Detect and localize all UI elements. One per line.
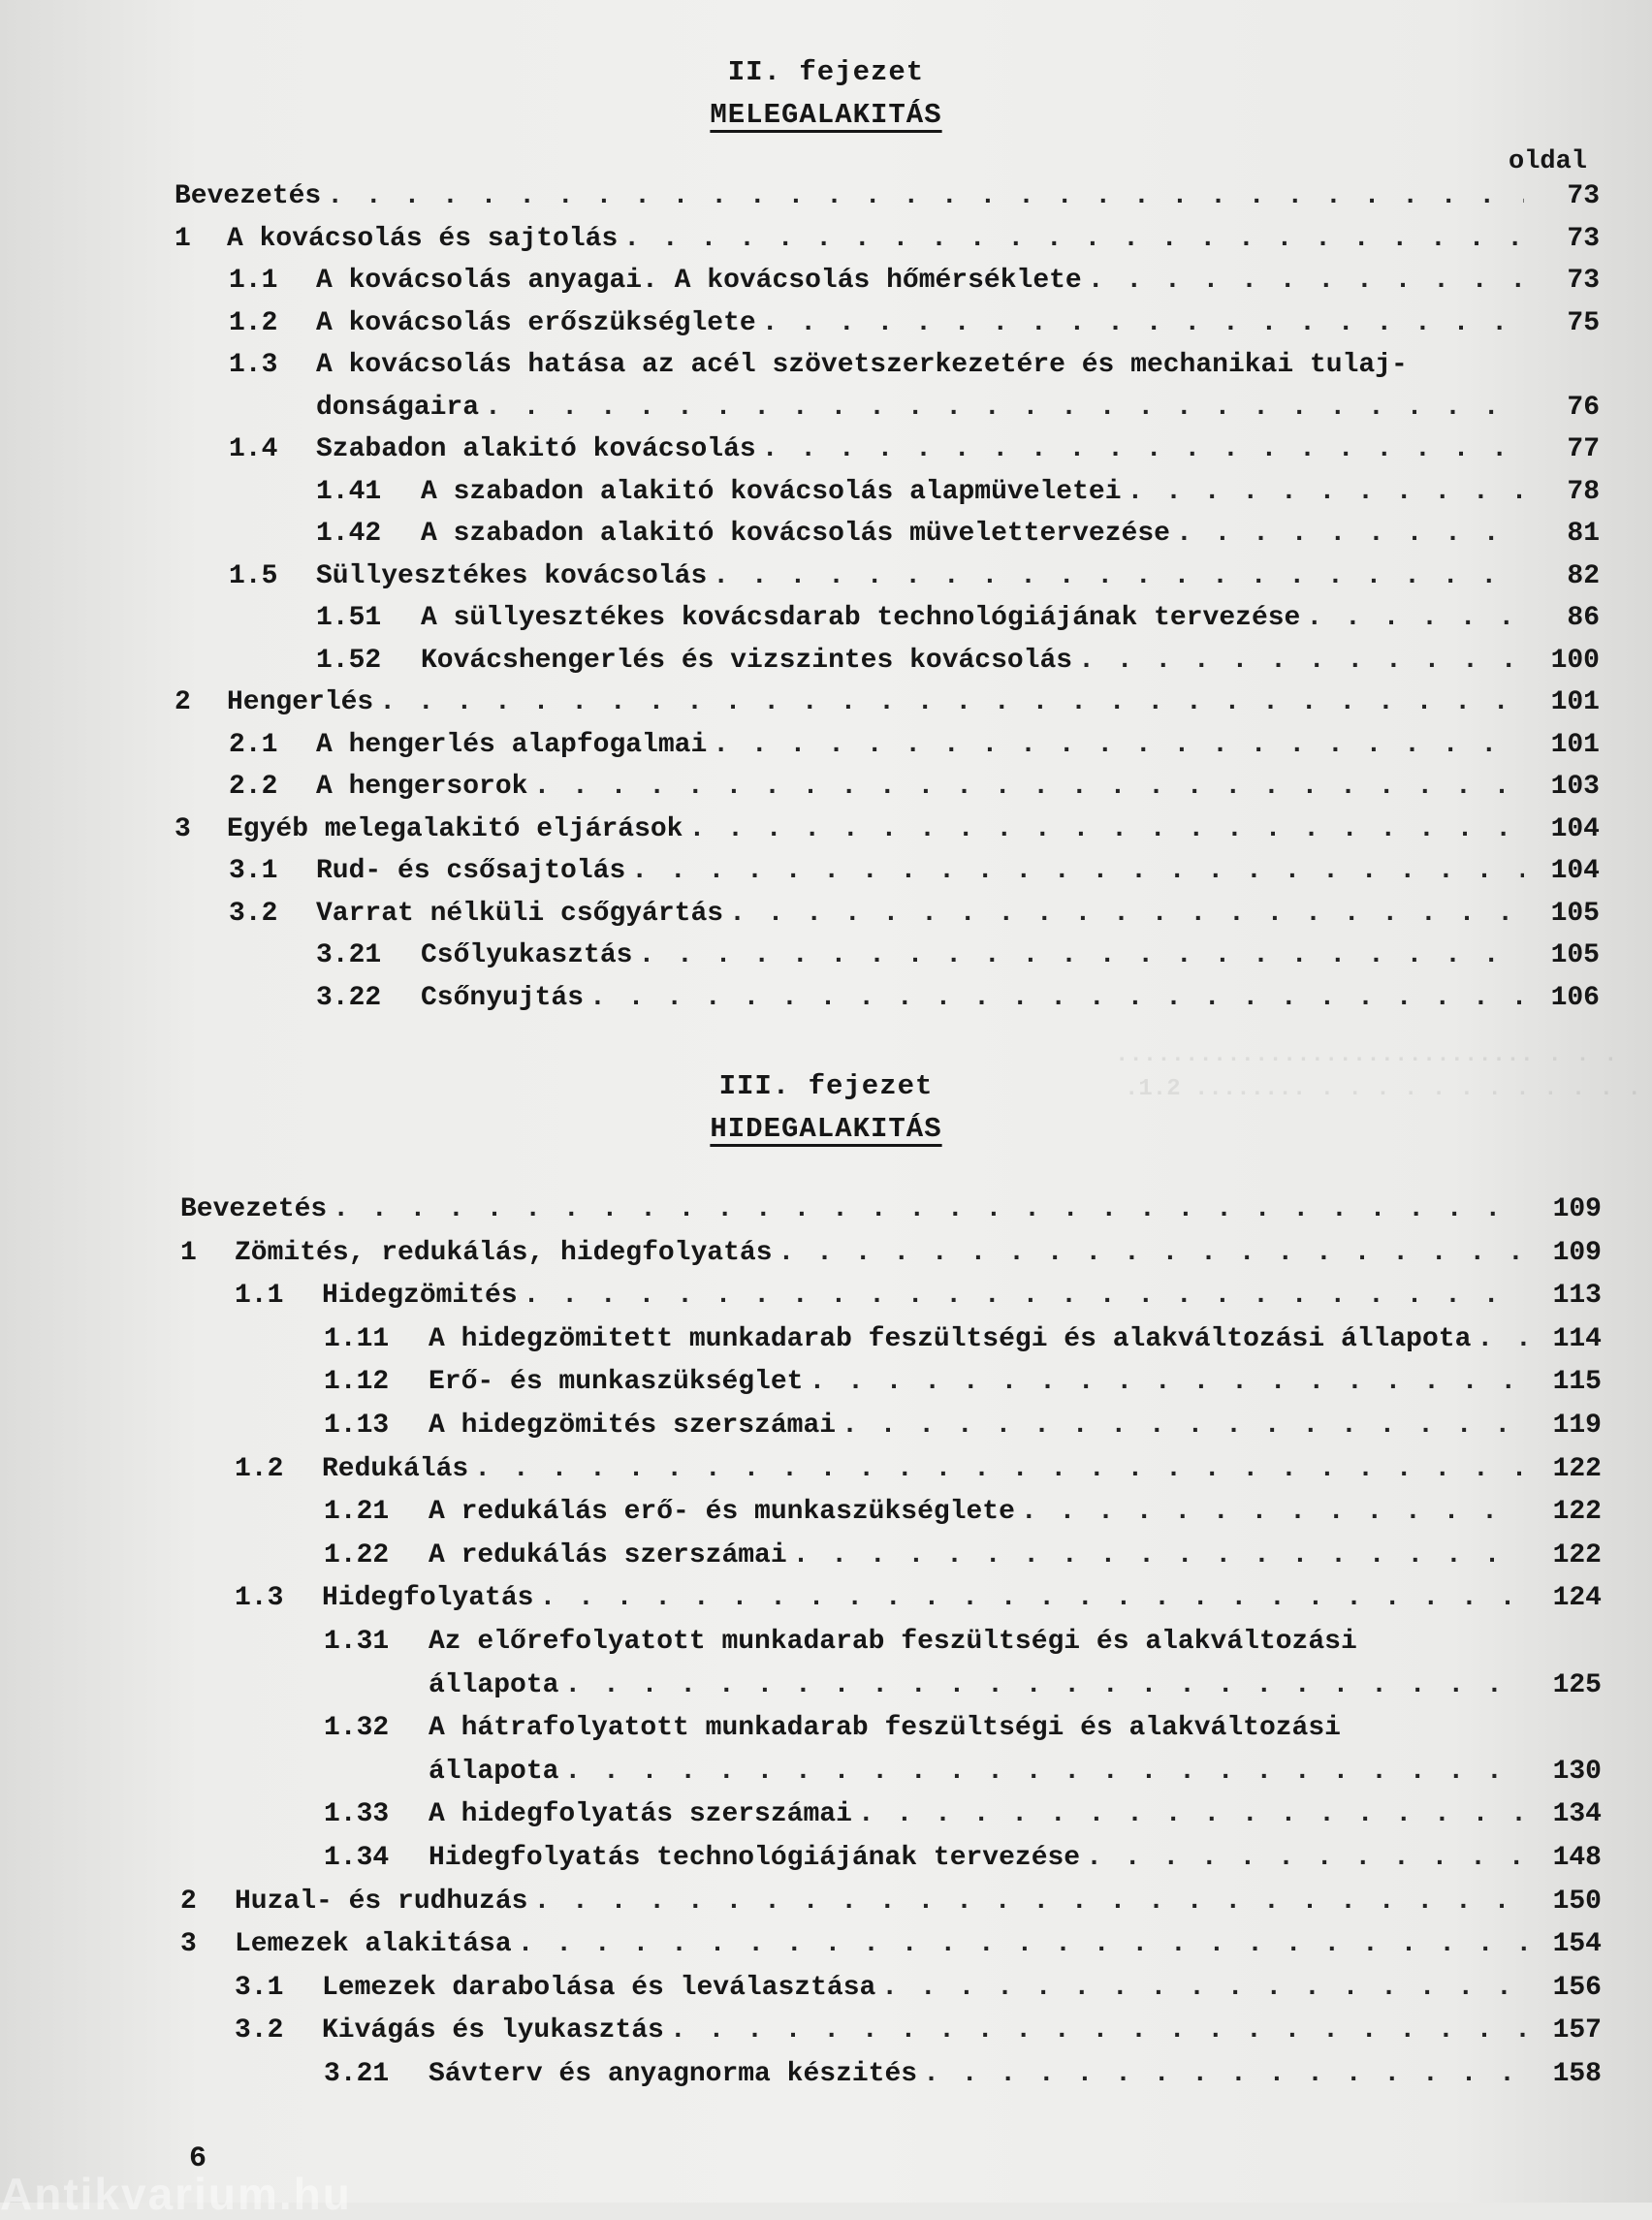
toc-entry-number: 1.52: [316, 645, 382, 676]
chapter-3-label-text: III. fejezet: [718, 1070, 934, 1102]
dot-leader: [558, 1757, 1526, 1787]
dot-leader: [1082, 266, 1524, 296]
dot-leader: [773, 1238, 1527, 1268]
toc-entry-number: 3.1: [235, 1972, 284, 2003]
toc-entry-page: 109: [1552, 1194, 1602, 1224]
toc-entry-title: A hidegzömitett munkadarab feszültségi és alakváltozási állapota: [429, 1323, 1472, 1354]
toc-entry-page: 154: [1552, 1929, 1602, 1960]
toc-entry: [316, 974, 1600, 1013]
toc-entry-number: 1.51: [316, 603, 382, 633]
toc-entry-page: 114: [1552, 1323, 1602, 1354]
toc-entry-number: 1.34: [324, 1843, 390, 1873]
toc-entry-number: 1.2: [235, 1453, 284, 1484]
toc-entry-title: A redukálás szerszámai: [429, 1539, 787, 1570]
toc-entry-number: 1.42: [316, 519, 382, 549]
toc-entry: [324, 1488, 1602, 1527]
dot-leader: [518, 1281, 1526, 1311]
toc-entry-page: 109: [1552, 1237, 1602, 1268]
dot-leader: [917, 2059, 1526, 2089]
toc-entry-number: 3.2: [235, 2015, 284, 2046]
toc-entry: [229, 257, 1600, 296]
toc-entry-number: 3: [180, 1929, 197, 1960]
dot-leader: [1170, 519, 1524, 549]
chapter-2-label: [0, 56, 1652, 88]
toc-entry-number: 1.22: [324, 1539, 390, 1570]
toc-entry-page: 106: [1550, 982, 1600, 1013]
toc-entry: [229, 553, 1600, 591]
toc-entry-page: 113: [1552, 1281, 1602, 1312]
toc-entry-page: 73: [1567, 223, 1600, 254]
toc-entry-title: Erő- és munkaszükséglet: [429, 1367, 804, 1398]
toc-entry-title: Kovácshengerlés és vizszintes kovácsolás: [421, 645, 1073, 676]
toc-entry-page: 105: [1550, 898, 1600, 929]
toc-entry-number: 3.1: [229, 856, 278, 886]
dot-leader: [803, 1367, 1526, 1397]
dot-leader: [321, 181, 1524, 211]
dot-leader: [1471, 1324, 1526, 1354]
toc-entry: [229, 300, 1600, 338]
toc-entry-title: Csőlyukasztás: [421, 940, 633, 970]
toc-entry-number: 3.21: [316, 940, 382, 970]
toc-entry-number: 1.5: [229, 560, 278, 591]
chapter-2-title: [0, 99, 1652, 131]
toc-entry-number: 1.12: [324, 1367, 390, 1398]
watermark: Antikvarium.hu: [0, 2169, 352, 2219]
chapter-3-title-text: HIDEGALAKITÁS: [710, 1113, 942, 1145]
toc-entry-page: 156: [1552, 1972, 1602, 2003]
toc-entry-number: 2: [175, 687, 191, 717]
toc-entry-title: A redukálás erő- és munkaszükséglete: [429, 1497, 1015, 1528]
dot-leader: [373, 687, 1524, 717]
toc-entry-title: A hátrafolyatott munkadarab feszültségi és alakváltozási: [429, 1713, 1341, 1744]
toc-entry-number: 1: [180, 1237, 197, 1268]
toc-entry-title: Hidegfolyatás: [322, 1583, 534, 1614]
toc-entry-number: 1.1: [235, 1281, 284, 1312]
dot-leader: [533, 1583, 1526, 1613]
toc-entry-page: 73: [1567, 266, 1600, 296]
toc-entry: [235, 1272, 1602, 1311]
toc-entry-page: 148: [1552, 1843, 1602, 1873]
chapter-2-label-text: II. fejezet: [727, 56, 925, 88]
dot-leader: [1015, 1497, 1526, 1527]
dot-leader: [632, 940, 1524, 970]
toc-entry-page: 101: [1550, 687, 1600, 717]
toc-entry: [324, 1316, 1602, 1354]
toc-entry-title-continuation: donságaira: [316, 392, 480, 423]
toc-entry-number: Bevezetés: [180, 1194, 328, 1224]
toc-entry: [229, 847, 1600, 886]
toc-entry: [316, 510, 1600, 549]
toc-entry-number: 1.32: [324, 1713, 390, 1744]
toc-entry: [180, 1186, 1602, 1224]
dot-leader: [756, 308, 1524, 338]
toc-entry-page: 130: [1552, 1756, 1602, 1787]
toc-entry-page: 150: [1552, 1886, 1602, 1917]
toc-entry-number: 2.2: [229, 772, 278, 802]
toc-entry-page: 75: [1567, 307, 1600, 338]
toc-entry: [235, 1964, 1602, 2003]
toc-entry: [180, 1878, 1602, 1917]
toc-entry: [316, 468, 1600, 507]
dot-leader: [625, 856, 1524, 886]
toc-entry-title: Huzal- és rudhuzás: [235, 1886, 528, 1917]
toc-entry: [324, 1791, 1602, 1829]
toc-entry-number: 1.13: [324, 1411, 390, 1441]
toc-entry-number: 3: [175, 813, 191, 844]
dot-leader: [1080, 1843, 1526, 1873]
toc-entry-title-continuation: állapota: [429, 1669, 559, 1700]
toc-entry-title: Redukálás: [322, 1453, 469, 1484]
toc-entry-number: 3.21: [324, 2059, 390, 2089]
dot-leader: [558, 1670, 1526, 1700]
dot-leader: [584, 983, 1524, 1013]
toc-entry-title: A hidegfolyatás szerszámai: [429, 1799, 852, 1830]
toc-entry-page: 125: [1552, 1669, 1602, 1700]
toc-entry-page: 101: [1550, 729, 1600, 760]
dot-leader: [707, 730, 1524, 760]
toc-entry-number: 1.31: [324, 1627, 390, 1657]
toc-entry-number: 1.21: [324, 1497, 390, 1528]
toc-entry-title: Hidegfolyatás technológiájának tervezése: [429, 1843, 1081, 1873]
toc-entry: [324, 1532, 1602, 1570]
toc-entry: [324, 1358, 1602, 1397]
toc-entry-number: 1.3: [235, 1583, 284, 1614]
toc-entry-page: 100: [1550, 645, 1600, 676]
toc-entry: [229, 426, 1600, 464]
chapter-3-label: [0, 1070, 1652, 1102]
toc-entry-title: Hidegzömités: [322, 1281, 518, 1312]
toc-entry: [175, 679, 1600, 717]
toc-entry: [180, 1229, 1602, 1268]
toc-entry: [180, 1920, 1602, 1959]
toc-entry-page: 82: [1567, 560, 1600, 591]
toc-entry: [175, 173, 1600, 211]
dot-leader: [1300, 603, 1524, 633]
toc-entry-number: 1.41: [316, 476, 382, 507]
toc-entry-number: 3.22: [316, 982, 382, 1013]
toc-entry-page: 103: [1550, 772, 1600, 802]
dot-leader: [527, 1887, 1526, 1917]
toc-entry: [235, 1445, 1602, 1484]
dot-leader: [664, 2015, 1526, 2046]
toc-entry-title-continuation: állapota: [429, 1756, 559, 1787]
toc-entry-page: 77: [1567, 434, 1600, 464]
toc-entry-page: 134: [1552, 1799, 1602, 1830]
toc-entry-title: Egyéb melegalakitó eljárások: [227, 813, 683, 844]
toc-entry-number: 1.2: [229, 307, 278, 338]
toc-entry: [229, 721, 1600, 760]
toc-entry-page: 158: [1552, 2059, 1602, 2089]
toc-entry-number: 2.1: [229, 729, 278, 760]
dot-leader: [836, 1411, 1526, 1441]
toc-entry-continuation: [429, 1748, 1602, 1787]
toc-entry-number: 1.33: [324, 1799, 390, 1830]
dot-leader: [1122, 477, 1524, 507]
dot-leader: [527, 772, 1524, 802]
toc-entry: [324, 1704, 1602, 1743]
toc-entry-number: 1.4: [229, 434, 278, 464]
toc-entry-title: Az előrefolyatott munkadarab feszültségi és alakváltozási: [429, 1627, 1357, 1657]
toc-entry: [235, 2007, 1602, 2046]
toc-entry-title: A kovácsolás hatása az acél szövetszerkezetére és mechanikai tulaj-: [316, 350, 1408, 380]
toc-entry-continuation: [316, 384, 1600, 423]
toc-entry: [229, 341, 1600, 380]
toc-entry-title: A szabadon alakitó kovácsolás müvelettervezése: [421, 519, 1170, 549]
toc-entry-title: Zömités, redukálás, hidegfolyatás: [235, 1237, 773, 1268]
dot-leader: [468, 1454, 1526, 1484]
toc-entry-title: Varrat nélküli csőgyártás: [316, 898, 724, 929]
dot-leader: [875, 1973, 1526, 2003]
toc-entry: [324, 1402, 1602, 1441]
toc-entry: [316, 637, 1600, 676]
toc-entry-title: Szabadon alakitó kovácsolás: [316, 434, 756, 464]
dot-leader: [707, 561, 1524, 591]
toc-entry-page: 119: [1552, 1411, 1602, 1441]
toc-entry-title: Lemezek alakitása: [235, 1929, 512, 1960]
toc-entry-page: 86: [1567, 603, 1600, 633]
toc-entry-page: 157: [1552, 2015, 1602, 2046]
toc-entry: [324, 2050, 1602, 2089]
toc-entry-page: 81: [1567, 519, 1600, 549]
toc-entry-continuation: [429, 1662, 1602, 1700]
toc-entry-title: A kovácsolás erőszükséglete: [316, 307, 756, 338]
toc-entry-title: A hengerlés alapfogalmai: [316, 729, 708, 760]
toc-entry-title: Rud- és csősajtolás: [316, 856, 626, 886]
toc-entry: [324, 1834, 1602, 1873]
toc-entry-page: 104: [1550, 856, 1600, 886]
toc-entry: [229, 890, 1600, 929]
toc-entry-number: Bevezetés: [175, 181, 322, 211]
toc-entry: [316, 932, 1600, 970]
dot-leader: [1072, 646, 1524, 676]
toc-entry-title: A hidegzömités szerszámai: [429, 1411, 837, 1441]
toc-entry-page: 76: [1567, 392, 1600, 423]
toc-entry-number: 2: [180, 1886, 197, 1917]
toc-entry-page: 122: [1552, 1497, 1602, 1528]
toc-entry-page: 122: [1552, 1453, 1602, 1484]
toc-entry-page: 104: [1550, 813, 1600, 844]
toc-entry-title: Csőnyujtás: [421, 982, 585, 1013]
chapter-2-title-text: MELEGALAKITÁS: [710, 99, 942, 131]
toc-entry-page: 78: [1567, 476, 1600, 507]
toc-entry-title: Sávterv és anyagnorma készités: [429, 2059, 918, 2089]
page-number: 6: [189, 2142, 207, 2175]
toc-entry: [175, 215, 1600, 254]
dot-leader: [618, 224, 1524, 254]
toc-entry-title: Süllyesztékes kovácsolás: [316, 560, 708, 591]
toc-entry: [316, 594, 1600, 633]
dot-leader: [723, 899, 1524, 929]
toc-entry: [324, 1618, 1602, 1657]
toc-entry-page: 122: [1552, 1539, 1602, 1570]
dot-leader: [787, 1540, 1526, 1570]
toc-entry-page: 124: [1552, 1583, 1602, 1614]
toc-entry-page: 115: [1552, 1367, 1602, 1398]
chapter-3-title: [0, 1113, 1652, 1145]
toc-entry-number: 1.3: [229, 350, 278, 380]
toc-entry-title: A szabadon alakitó kovácsolás alapmüveletei: [421, 476, 1122, 507]
dot-leader: [327, 1194, 1526, 1224]
toc-entry-title: A hengersorok: [316, 772, 528, 802]
toc-entry-title: Lemezek darabolása és leválasztása: [322, 1972, 876, 2003]
toc-entry-number: 1: [175, 223, 191, 254]
dot-leader: [683, 814, 1524, 844]
dot-leader: [852, 1799, 1526, 1829]
toc-entry-title: Hengerlés: [227, 687, 374, 717]
page-column-header: oldal: [1509, 147, 1588, 176]
toc-entry-number: 1.1: [229, 266, 278, 296]
dot-leader: [512, 1929, 1526, 1959]
toc-entry-number: 3.2: [229, 898, 278, 929]
toc-entry: [229, 763, 1600, 802]
dot-leader: [479, 393, 1524, 423]
toc-entry-title: A süllyesztékes kovácsdarab technológiájának tervezése: [421, 603, 1301, 633]
toc-entry: [175, 806, 1600, 844]
show-through-text: .1.2 ........ . . . . . . . . . . . .: [1125, 1076, 1641, 1102]
toc-entry-page: 105: [1550, 940, 1600, 970]
dot-leader: [756, 434, 1524, 464]
toc-entry-title: A kovácsolás anyagai. A kovácsolás hőmérséklete: [316, 266, 1082, 296]
toc-entry-title: A kovácsolás és sajtolás: [227, 223, 619, 254]
toc-entry-number: 1.11: [324, 1323, 390, 1354]
toc-entry-title: Kivágás és lyukasztás: [322, 2015, 664, 2046]
toc-entry: [235, 1574, 1602, 1613]
show-through-text: .............................. . . .: [1115, 1042, 1618, 1068]
toc-entry-page: 73: [1567, 181, 1600, 211]
